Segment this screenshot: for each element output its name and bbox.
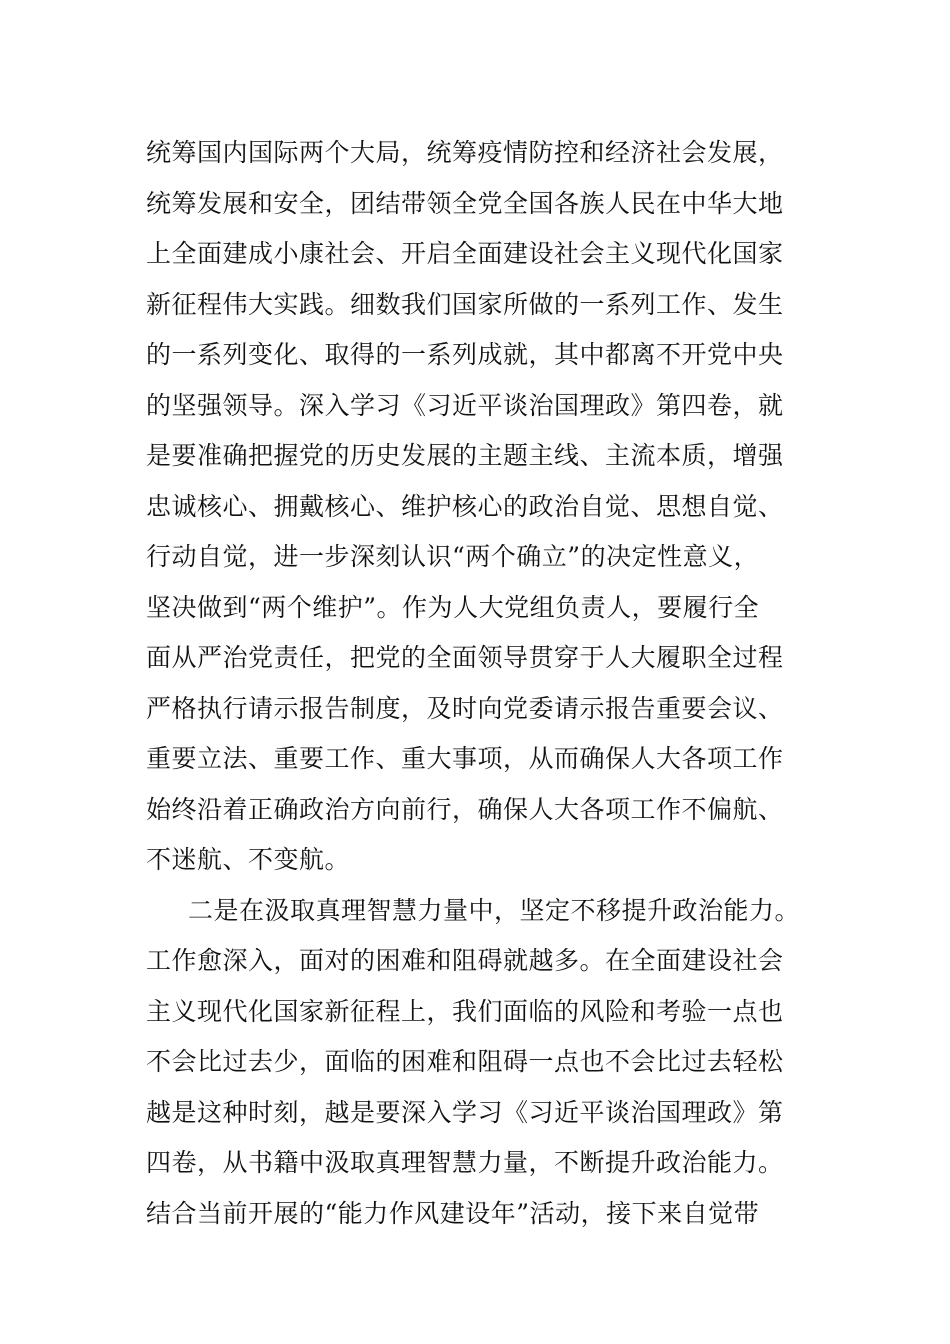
text-line: 四卷，从书籍中汲取真理智慧力量，不断提升政治能力。	[146, 1148, 784, 1177]
text-line: 始终沿着正确政治方向前行，确保人大各项工作不偏航、	[146, 794, 784, 824]
text-line: 面从严治党责任，把党的全面领导贯穿于人大履职全过程	[146, 643, 784, 672]
text-line: 严格执行请示报告制度，及时向党委请示报告重要会议、	[146, 693, 784, 723]
text-line: 新征程伟大实践。细数我们国家所做的一系列工作、发生	[146, 289, 784, 319]
text-line: 的坚强领导。深入学习《习近平谈治国理政》第四卷，就	[146, 390, 784, 420]
text-line: 结合当前开展的“能力作风建设年”活动，接下来自觉带	[146, 1198, 760, 1228]
text-line: 行动自觉，进一步深刻认识“两个确立”的决定性意义，	[146, 542, 760, 571]
text-line: 忠诚核心、拥戴核心、维护核心的政治自觉、思想自觉、	[146, 491, 784, 521]
text-line: 工作愈深入，面对的困难和阻碍就越多。在全面建设社会	[146, 946, 784, 975]
paragraph-first-line: 二是在汲取真理智慧力量中，坚定不移提升政治能力。	[188, 895, 801, 925]
text-line: 不会比过去少，面临的困难和阻碍一点也不会比过去轻松	[146, 1047, 784, 1076]
text-line: 的一系列变化、取得的一系列成就，其中都离不开党中央	[146, 340, 784, 369]
text-line: 是要准确把握党的历史发展的主题主线、主流本质，增强	[146, 441, 784, 470]
text-line: 统筹国内国际两个大局，统筹疫情防控和经济社会发展，	[146, 138, 784, 167]
text-line: 重要立法、重要工作、重大事项，从而确保人大各项工作	[146, 744, 784, 773]
text-line: 统筹发展和安全，团结带领全党全国各族人民在中华大地	[146, 188, 784, 218]
text-line: 主义现代化国家新征程上，我们面临的风险和考验一点也	[146, 996, 784, 1026]
text-line: 不迷航、不变航。	[146, 845, 351, 874]
text-line: 坚决做到“两个维护”。作为人大党组负责人，要履行全	[146, 592, 760, 622]
text-line: 上全面建成小康社会、开启全面建设社会主义现代化国家	[146, 239, 784, 268]
text-line: 越是这种时刻，越是要深入学习《习近平谈治国理政》第	[146, 1097, 784, 1127]
body-text	[146, 128, 826, 1239]
